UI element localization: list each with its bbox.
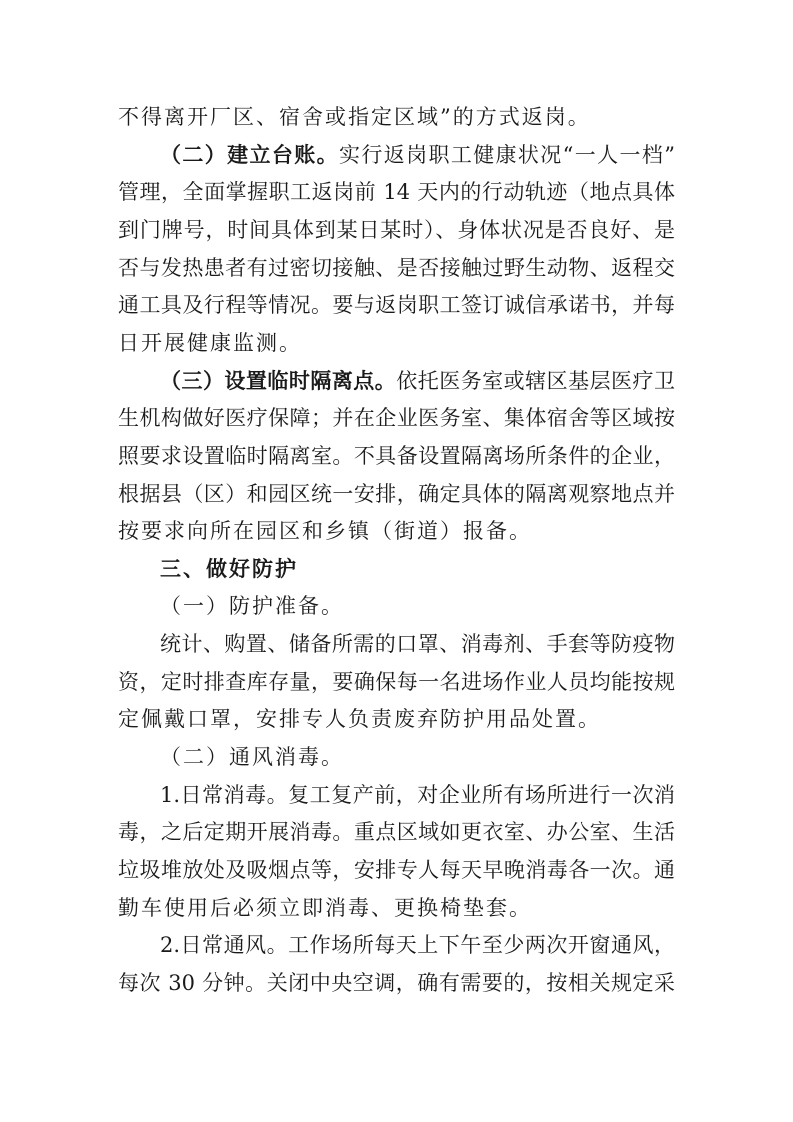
text-line xyxy=(118,249,675,287)
line-text: 照要求设置临时隔离室。不具备设置隔离场所条件的企业， xyxy=(118,443,675,468)
text-line xyxy=(118,700,675,738)
line-text: 资，定时排查库存量，要确保每一名进场作业人员均能按规 xyxy=(118,669,675,694)
line-text: 依托医务室或辖区基层医疗卫 xyxy=(396,368,676,393)
line-text: 实行返岗职工健康状况“一人一档” xyxy=(338,142,675,167)
text-line xyxy=(118,173,675,211)
line-text: 按要求向所在园区和乡镇（街道）报备。 xyxy=(118,519,532,544)
text-line xyxy=(118,813,675,851)
line-text: 根据县（区）和园区统一安排，确定具体的隔离观察地点并 xyxy=(118,481,675,506)
text-line xyxy=(118,851,675,889)
text-line xyxy=(118,286,675,324)
line-text: 勤车使用后必须立即消毒、更换椅垫套。 xyxy=(118,895,532,920)
line-text: 2.日常通风。工作场所每天上下午至少两次开窗通风， xyxy=(160,933,675,958)
text-line xyxy=(160,136,675,174)
text-line xyxy=(118,663,675,701)
text-line xyxy=(118,211,675,249)
section-heading xyxy=(160,550,675,588)
text-line xyxy=(118,437,675,475)
line-text: 否与发热患者有过密切接触、是否接触过野生动物、返程交 xyxy=(118,255,675,280)
subheading: （二）建立台账。 xyxy=(160,141,339,167)
text-line xyxy=(160,738,675,776)
line-text: （二）通风消毒。 xyxy=(160,745,344,770)
text-line xyxy=(118,399,675,437)
line-text: （一）防护准备。 xyxy=(160,594,344,619)
line-text: 统计、购置、储备所需的口罩、消毒剂、手套等防疫物 xyxy=(160,632,675,657)
line-text: 日开展健康监测。 xyxy=(118,330,302,355)
line-text: 1.日常消毒。复工复产前，对企业所有场所进行一次消 xyxy=(160,782,675,807)
line-text: 管理，全面掌握职工返岗前 14 天内的行动轨迹（地点具体 xyxy=(118,180,675,205)
text-line xyxy=(160,926,675,964)
line-text: 到门牌号，时间具体到某日某时）、身体状况是否良好、是 xyxy=(118,217,675,242)
text-line xyxy=(118,889,675,927)
line-text: 每次 30 分钟。关闭中央空调，确有需要的，按相关规定采 xyxy=(118,970,675,995)
text-line xyxy=(160,625,675,663)
line-text: 定佩戴口罩，安排专人负责废弃防护用品处置。 xyxy=(118,707,601,732)
line-text: 生机构做好医疗保障；并在企业医务室、集体宿舍等区域按 xyxy=(118,406,675,431)
text-line xyxy=(160,587,675,625)
line-text: 通工具及行程等情况。要与返岗职工签订诚信承诺书，并每 xyxy=(118,293,675,318)
text-line xyxy=(118,475,675,513)
text-line xyxy=(160,776,675,814)
text-line xyxy=(160,362,675,400)
text-line xyxy=(118,324,675,362)
line-text: 不得离开厂区、宿舍或指定区域”的方式返岗。 xyxy=(118,105,591,129)
subheading: （三）设置临时隔离点。 xyxy=(160,367,397,393)
text-line xyxy=(118,98,675,136)
text-line xyxy=(118,512,675,550)
text-line xyxy=(118,964,675,1002)
subheading: 三、做好防护 xyxy=(160,556,298,581)
line-text: 垃圾堆放处及吸烟点等，安排专人每天早晚消毒各一次。通 xyxy=(118,858,675,882)
line-text: 毒，之后定期开展消毒。重点区域如更衣室、办公室、生活 xyxy=(118,820,675,845)
